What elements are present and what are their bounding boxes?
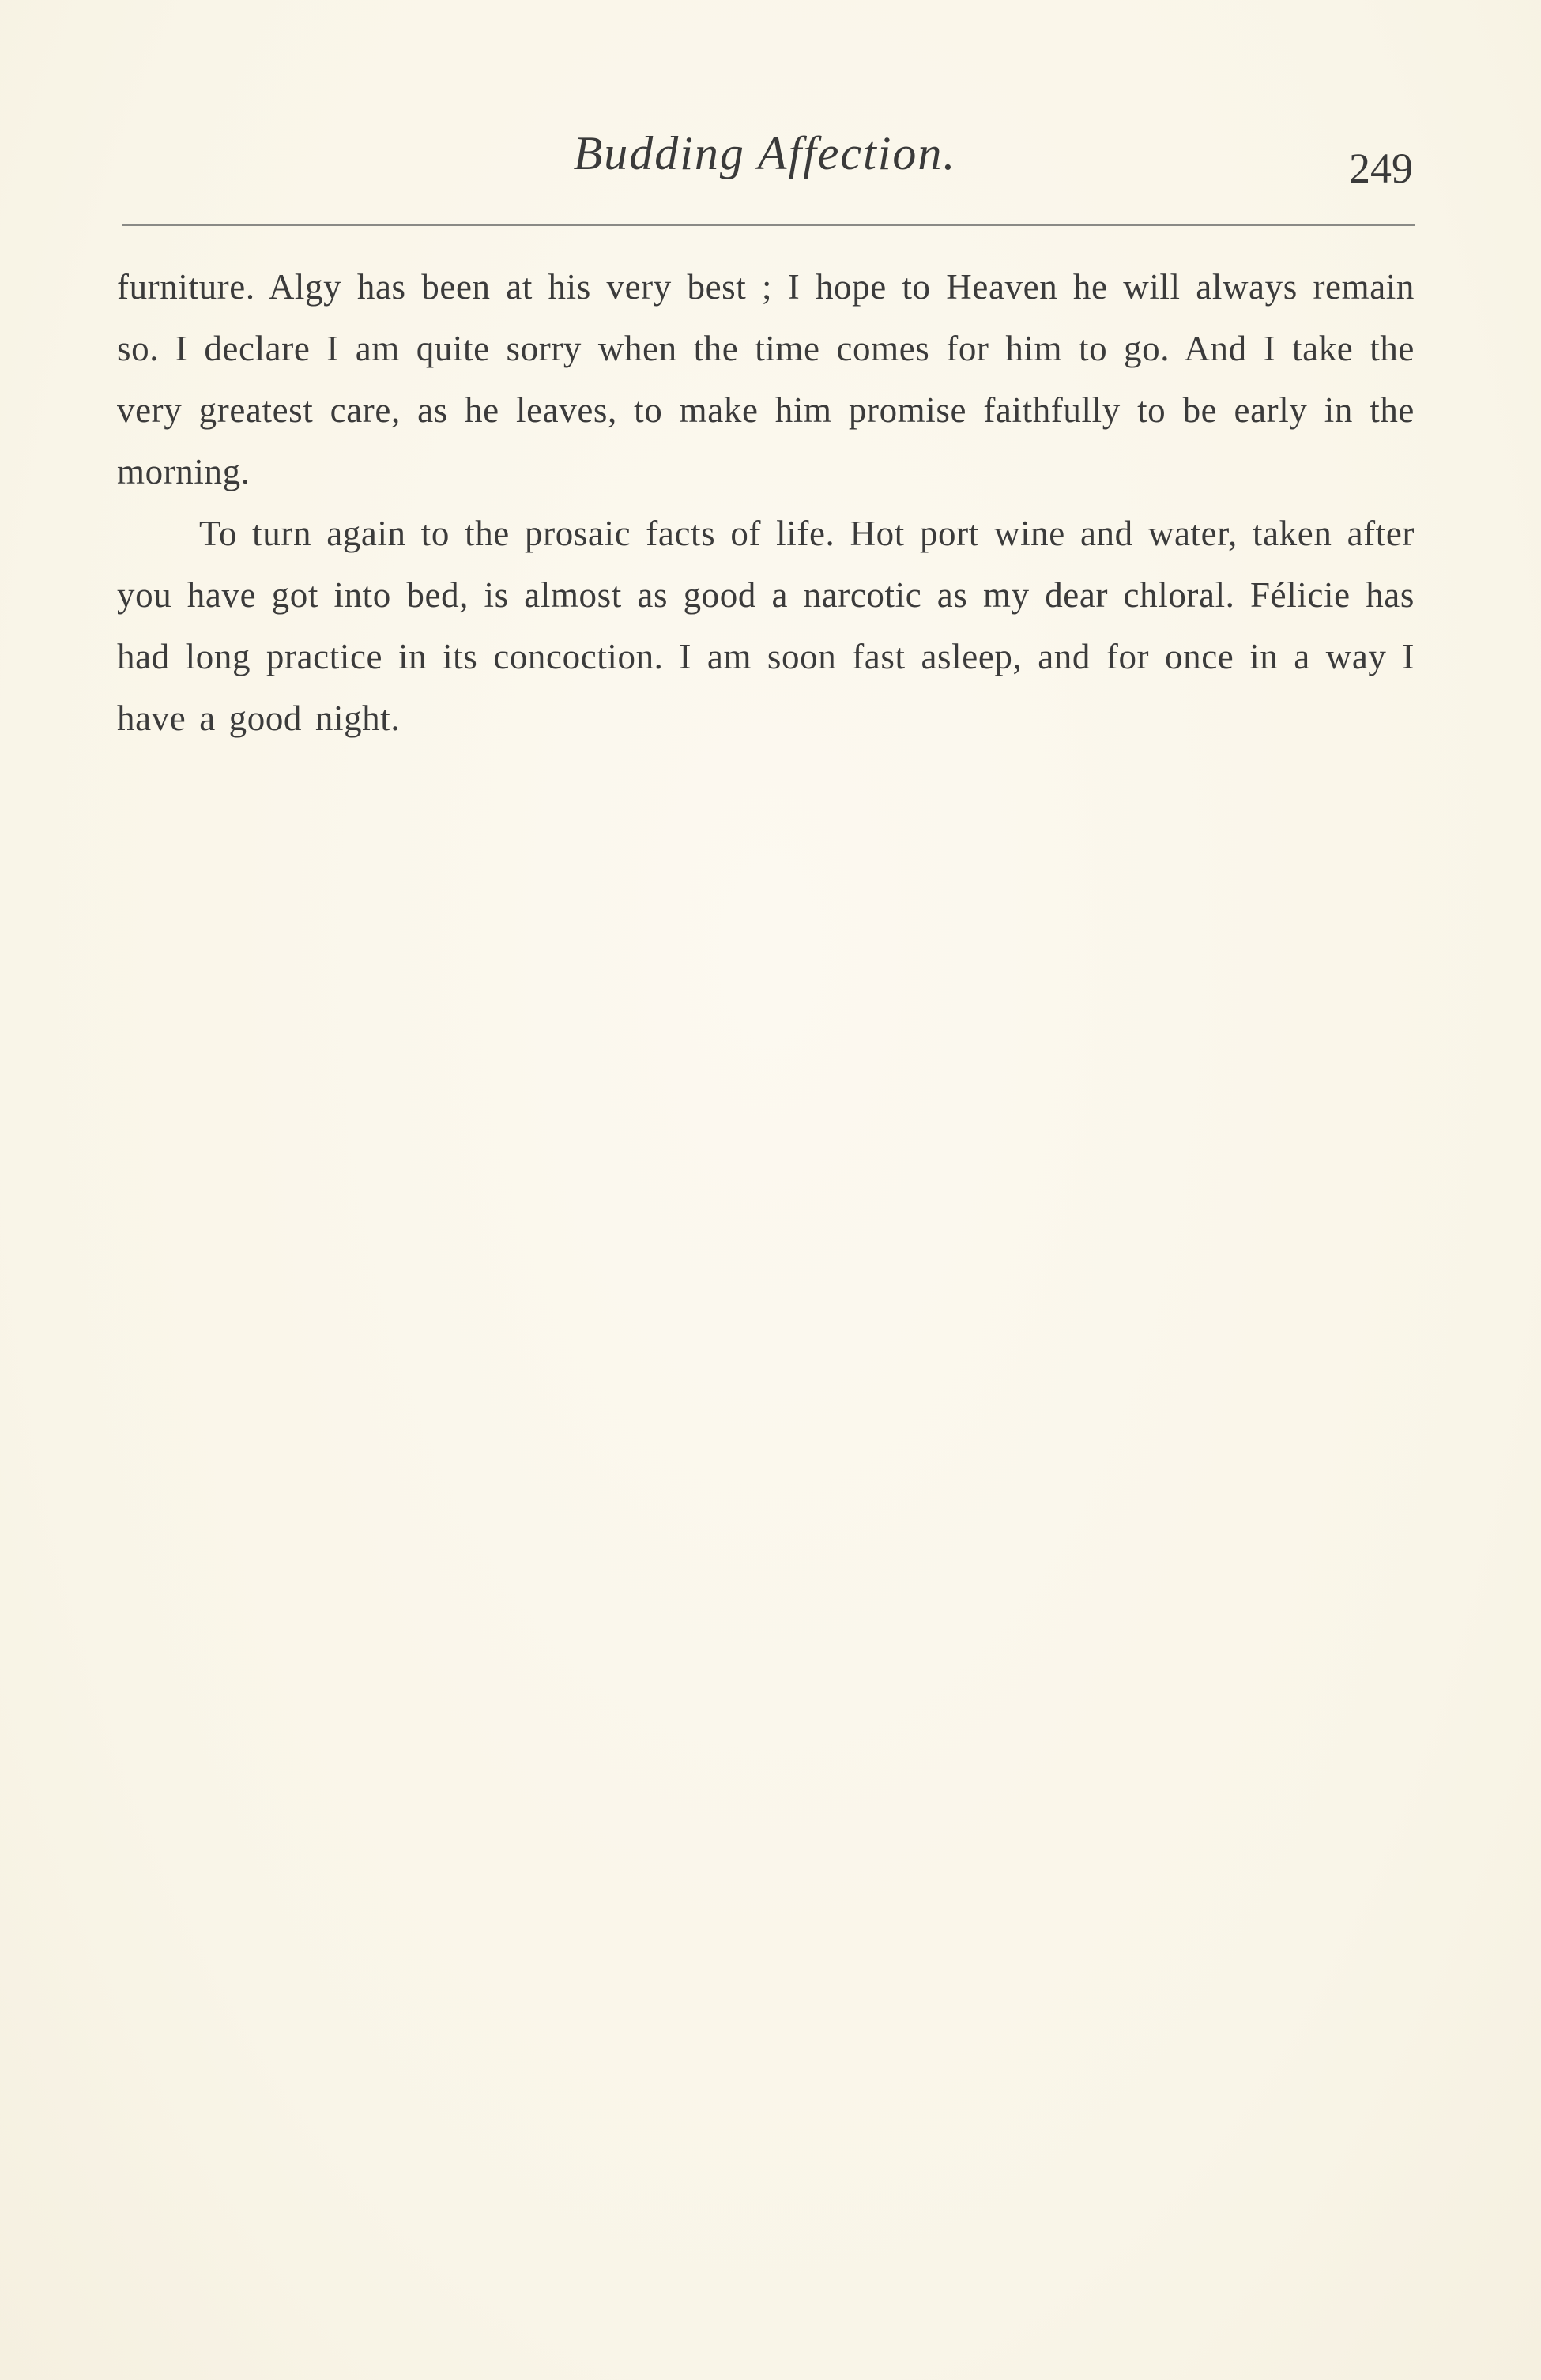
page-number: 249 [1349, 145, 1413, 192]
header-rule [122, 224, 1415, 226]
running-head [117, 126, 1413, 198]
running-title: Budding Affection. [573, 127, 957, 179]
paragraph-continued: furniture. Algy has been at his very best ; I hope to Heaven he will always remain so. I declare I am quite sorry when the time comes for him to go. And I take the very greatest care, as he leaves, to make him promise faithfully to be early in the morning. [117, 267, 1415, 491]
body-text [117, 256, 1415, 749]
paragraph: To turn again to the prosaic facts of life. Hot port wine and water, taken after you have got into bed, is almost as good a narcotic as my dear chloral. Félicie has had long practice in its concoction. I am soon fast asleep, and for once in a way I have a good night. [117, 514, 1415, 738]
